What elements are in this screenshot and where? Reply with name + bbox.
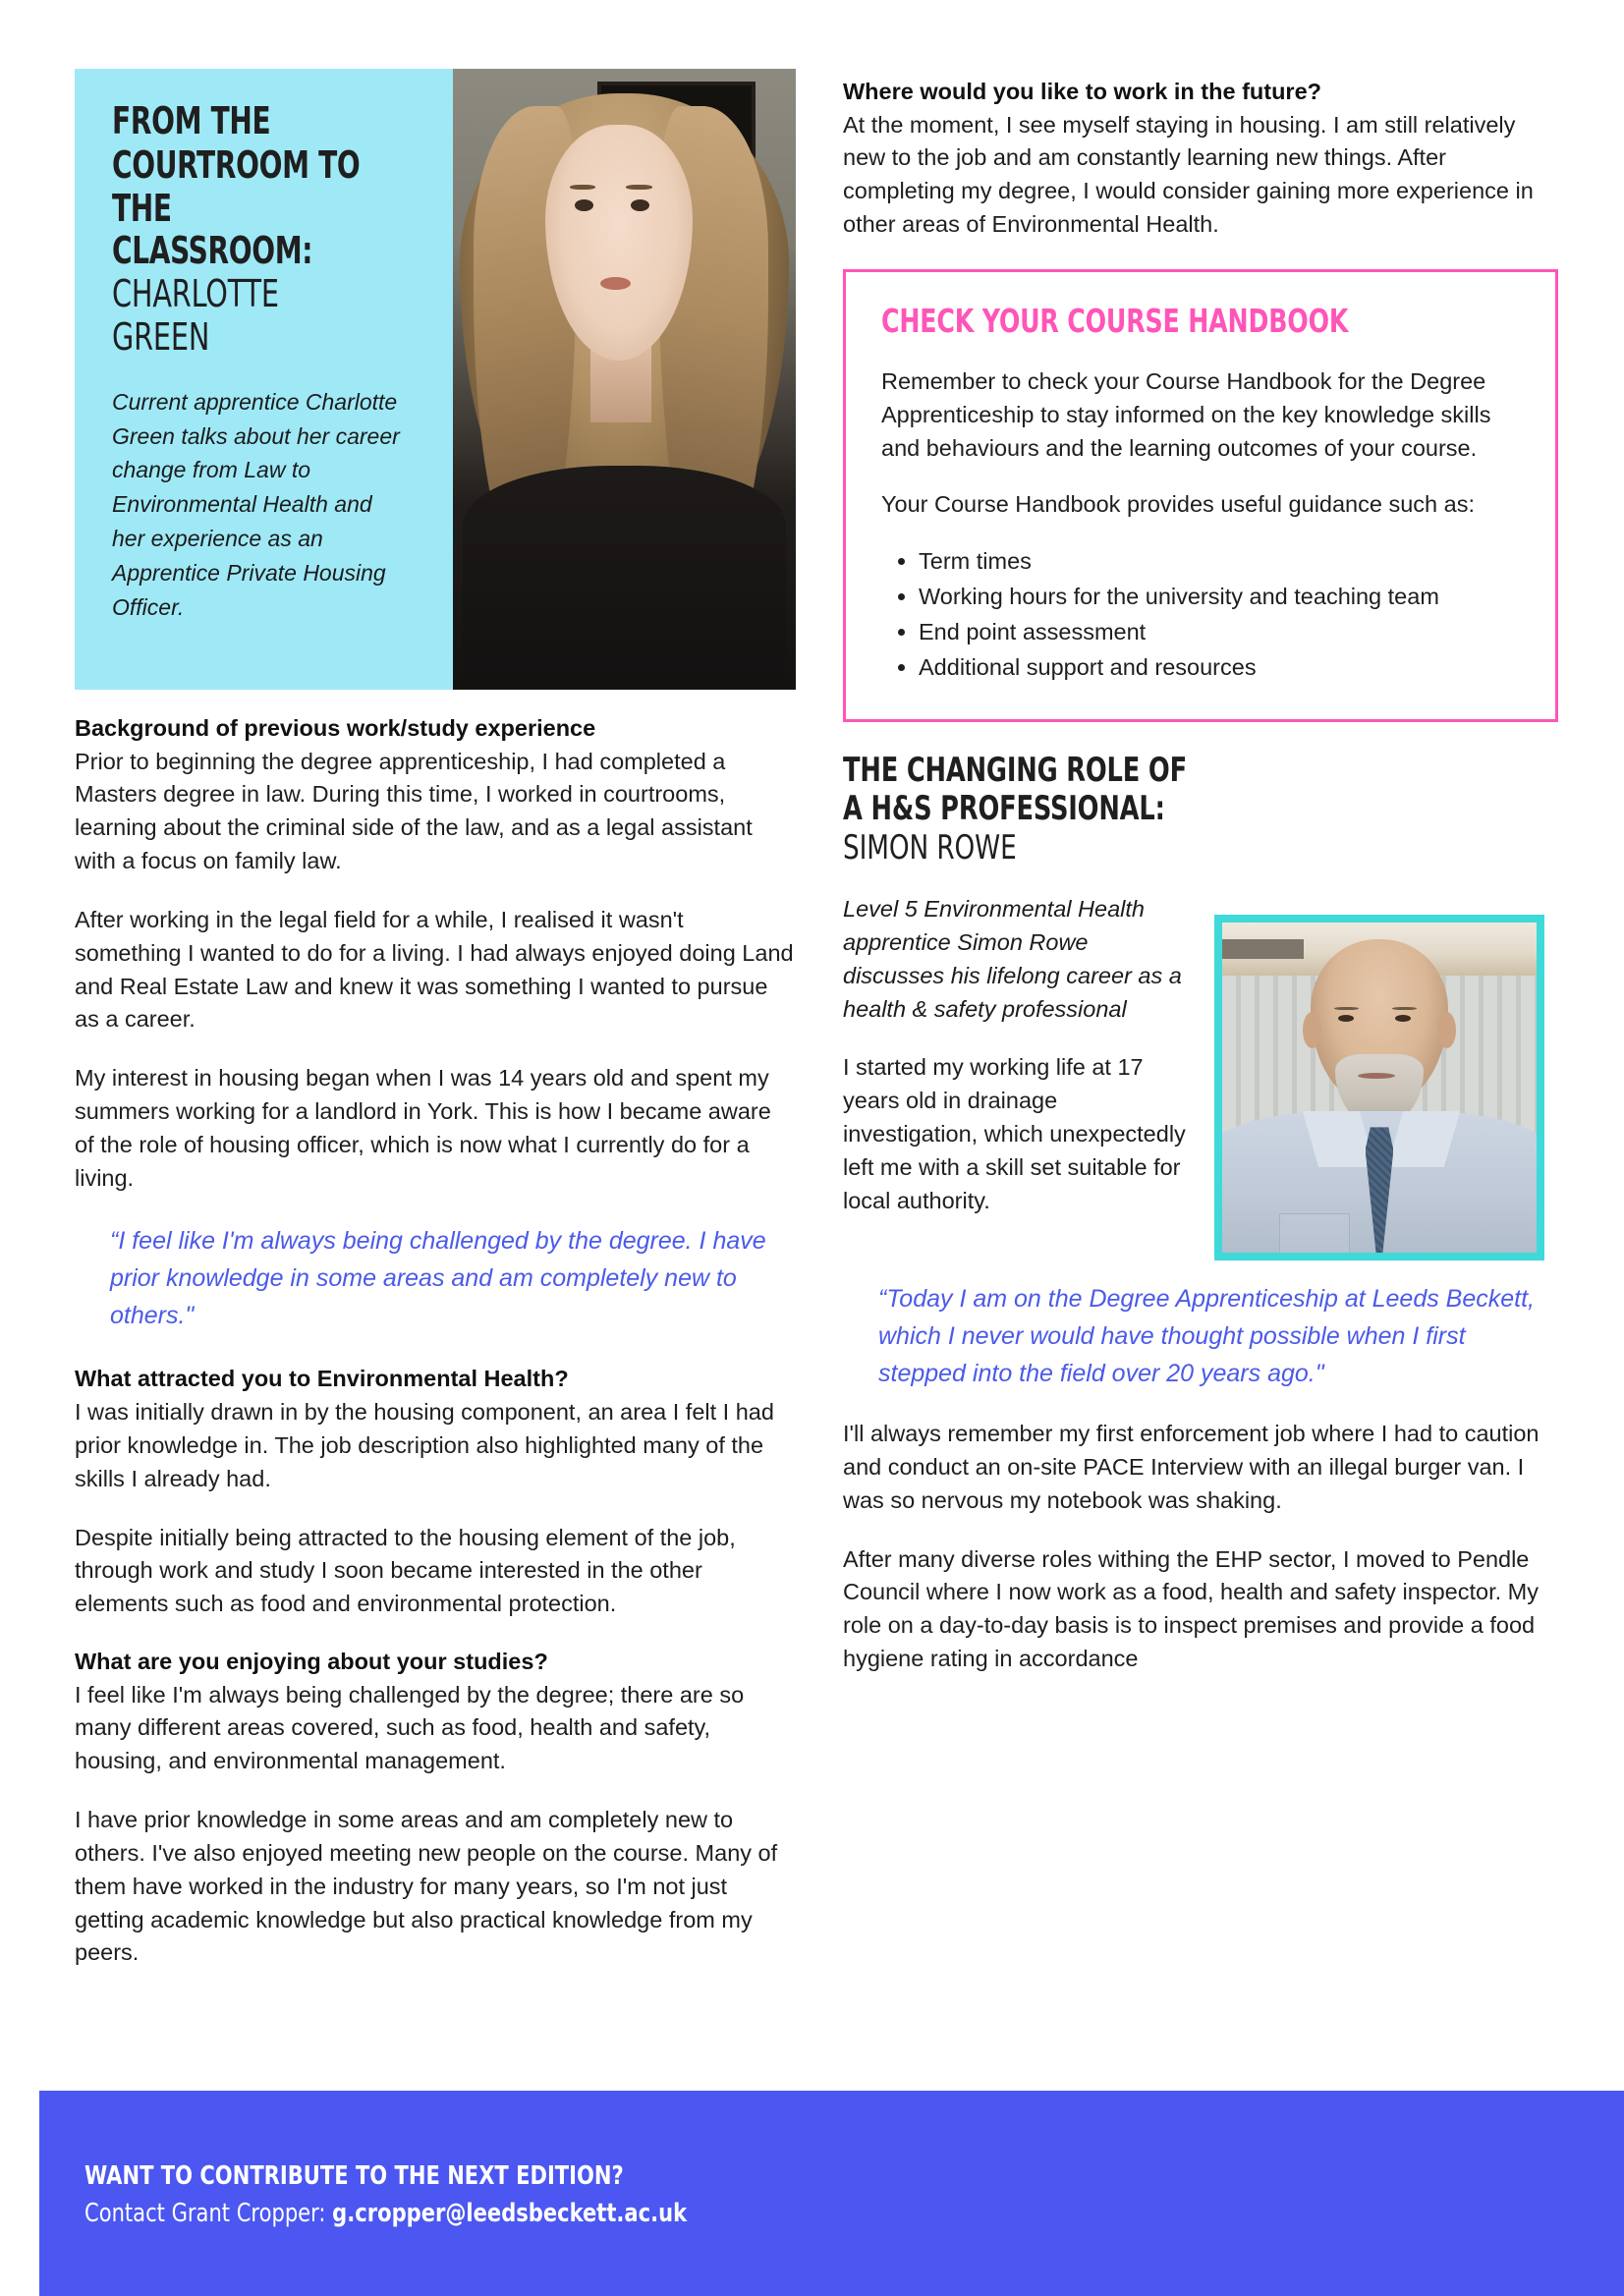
handbook-bullet-list: [881, 545, 1520, 684]
course-handbook-callout: [843, 269, 1558, 723]
simon-intro-row: [843, 893, 1558, 1260]
left-column: [75, 69, 796, 1995]
simon-pullquote: “Today I am on the Degree Apprenticeship at Leeds Beckett, which I never would have thought possible when I first stepped into the field over 20 years ago.": [878, 1285, 1535, 1388]
paragraph-enjoying-2: I have prior knowledge in some areas and am completely new to others. I've also enjoyed meeting new people on the course. Many of them have worked in the industry for many years, so I'm not just getting academic knowledge but also practical knowledge from my peers.: [75, 1807, 778, 1966]
simon-paragraph-after-2: After many diverse roles withing the EHP sector, I moved to Pendle Council where I now work as a food, health and safety inspector. My role on a day-to-day basis is to inspect premises and provide a food hygiene rating in accordance: [843, 1545, 1539, 1672]
handbook-bullet-item: • End point assessment: [919, 616, 1520, 649]
charlotte-green-photo: [453, 69, 796, 690]
handbook-paragraph-1: Remember to check your Course Handbook for the Degree Apprenticeship to stay informed on the key knowledge skills and behaviours and the learning outcomes of your course.: [881, 367, 1491, 461]
charlotte-title-line-3: THE CLASSROOM:: [112, 187, 313, 272]
paragraph-attracted-1: I was initially drawn in by the housing component, an area I felt I had prior knowledge in. The job description also highlighted many of the skills I already had.: [75, 1399, 774, 1491]
charlotte-intro-panel: [75, 69, 453, 690]
footer-contact-email[interactable]: g.cropper@leedsbeckett.ac.uk: [332, 2199, 688, 2228]
handbook-bullet-item: • Working hours for the university and teaching team: [919, 581, 1520, 614]
simon-rowe-photo: [1214, 915, 1544, 1260]
handbook-paragraph-2: Your Course Handbook provides useful guidance such as:: [881, 491, 1475, 518]
handbook-bullet-item: • Term times: [919, 545, 1520, 579]
footer-contact-line: [84, 2199, 687, 2228]
simon-heading-line-1: THE CHANGING ROLE OF: [843, 751, 1187, 791]
heading-enjoying-studies: What are you enjoying about your studies?: [75, 1649, 548, 1674]
charlotte-pullquote: “I feel like I'm always being challenged by the degree. I have prior knowledge in some areas and am completely new to others.": [110, 1227, 766, 1330]
heading-background-experience: Background of previous work/study experience: [75, 715, 596, 741]
charlotte-name-subtitle: CHARLOTTE GREEN: [112, 272, 279, 359]
handbook-bullet-item: • Additional support and resources: [919, 651, 1520, 685]
charlotte-title-line-1: FROM THE: [112, 99, 271, 142]
heading-what-attracted: What attracted you to Environmental Health?: [75, 1366, 569, 1392]
footer-contact-prefix: Contact Grant Cropper:: [84, 2199, 333, 2228]
simon-paragraph-first: I started my working life at 17 years old in drainage investigation, which unexpectedly left me with a skill set suitable for local authority.: [843, 1054, 1186, 1213]
right-column: [843, 77, 1558, 1702]
footer-contribute-heading: WANT TO CONTRIBUTE TO THE NEXT EDITION?: [84, 2161, 624, 2191]
paragraph-attracted-2: Despite initially being attracted to the housing element of the job, through work and study I soon became interested in the other elements such as food and environmental protection.: [75, 1524, 736, 1617]
charlotte-hero-block: [75, 69, 796, 690]
paragraph-background-3: My interest in housing began when I was 14 years old and spent my summers working for a landlord in York. This is how I became aware of the role of housing officer, which is now what I currently do for a living.: [75, 1065, 771, 1191]
simon-heading-line-2: A H&S PROFESSIONAL:: [843, 789, 1165, 829]
paragraph-future-work: At the moment, I see myself staying in housing. I am still relatively new to the job and am constantly learning new things. After completing my degree, I would consider gaining more experience in other areas of Environmental Health.: [843, 111, 1534, 238]
simon-name-subtitle: SIMON ROWE: [843, 827, 1017, 868]
charlotte-title-line-2: COURTROOM TO: [112, 142, 361, 187]
paragraph-background-2: After working in the legal field for a while, I realised it wasn't something I wanted to do for a living. I had always enjoyed doing Land and Real Estate Law and knew it was something I wanted to pursue as a career.: [75, 906, 794, 1033]
charlotte-lede: Current apprentice Charlotte Green talks about her career change from Law to Environmental Health and her experience as an Apprentice Private Housing Officer.: [112, 388, 400, 621]
simon-lede: Level 5 Environmental Health apprentice Simon Rowe discusses his lifelong career as a health & safety professional: [843, 896, 1182, 1022]
simon-paragraph-after-1: I'll always remember my first enforcement job where I had to caution and conduct an on-site PACE Interview with an illegal burger van. I was so nervous my notebook was shaking.: [843, 1421, 1540, 1513]
handbook-title: CHECK YOUR COURSE HANDBOOK: [881, 301, 1349, 340]
footer-banner: [39, 2091, 1624, 2296]
heading-future-work: Where would you like to work in the future?: [843, 79, 1321, 104]
simon-intro-text: [843, 893, 1189, 1217]
footer-content: [84, 2161, 754, 2228]
paragraph-enjoying-1: I feel like I'm always being challenged by the degree; there are so many different areas covered, such as food, health and safety, housing, and environmental management.: [75, 1681, 745, 1774]
paragraph-background-1: Prior to beginning the degree apprenticeship, I had completed a Masters degree in law. During this time, I worked in courtrooms, learning about the criminal side of the law, and as a legal assistant with a focus on family law.: [75, 748, 753, 874]
